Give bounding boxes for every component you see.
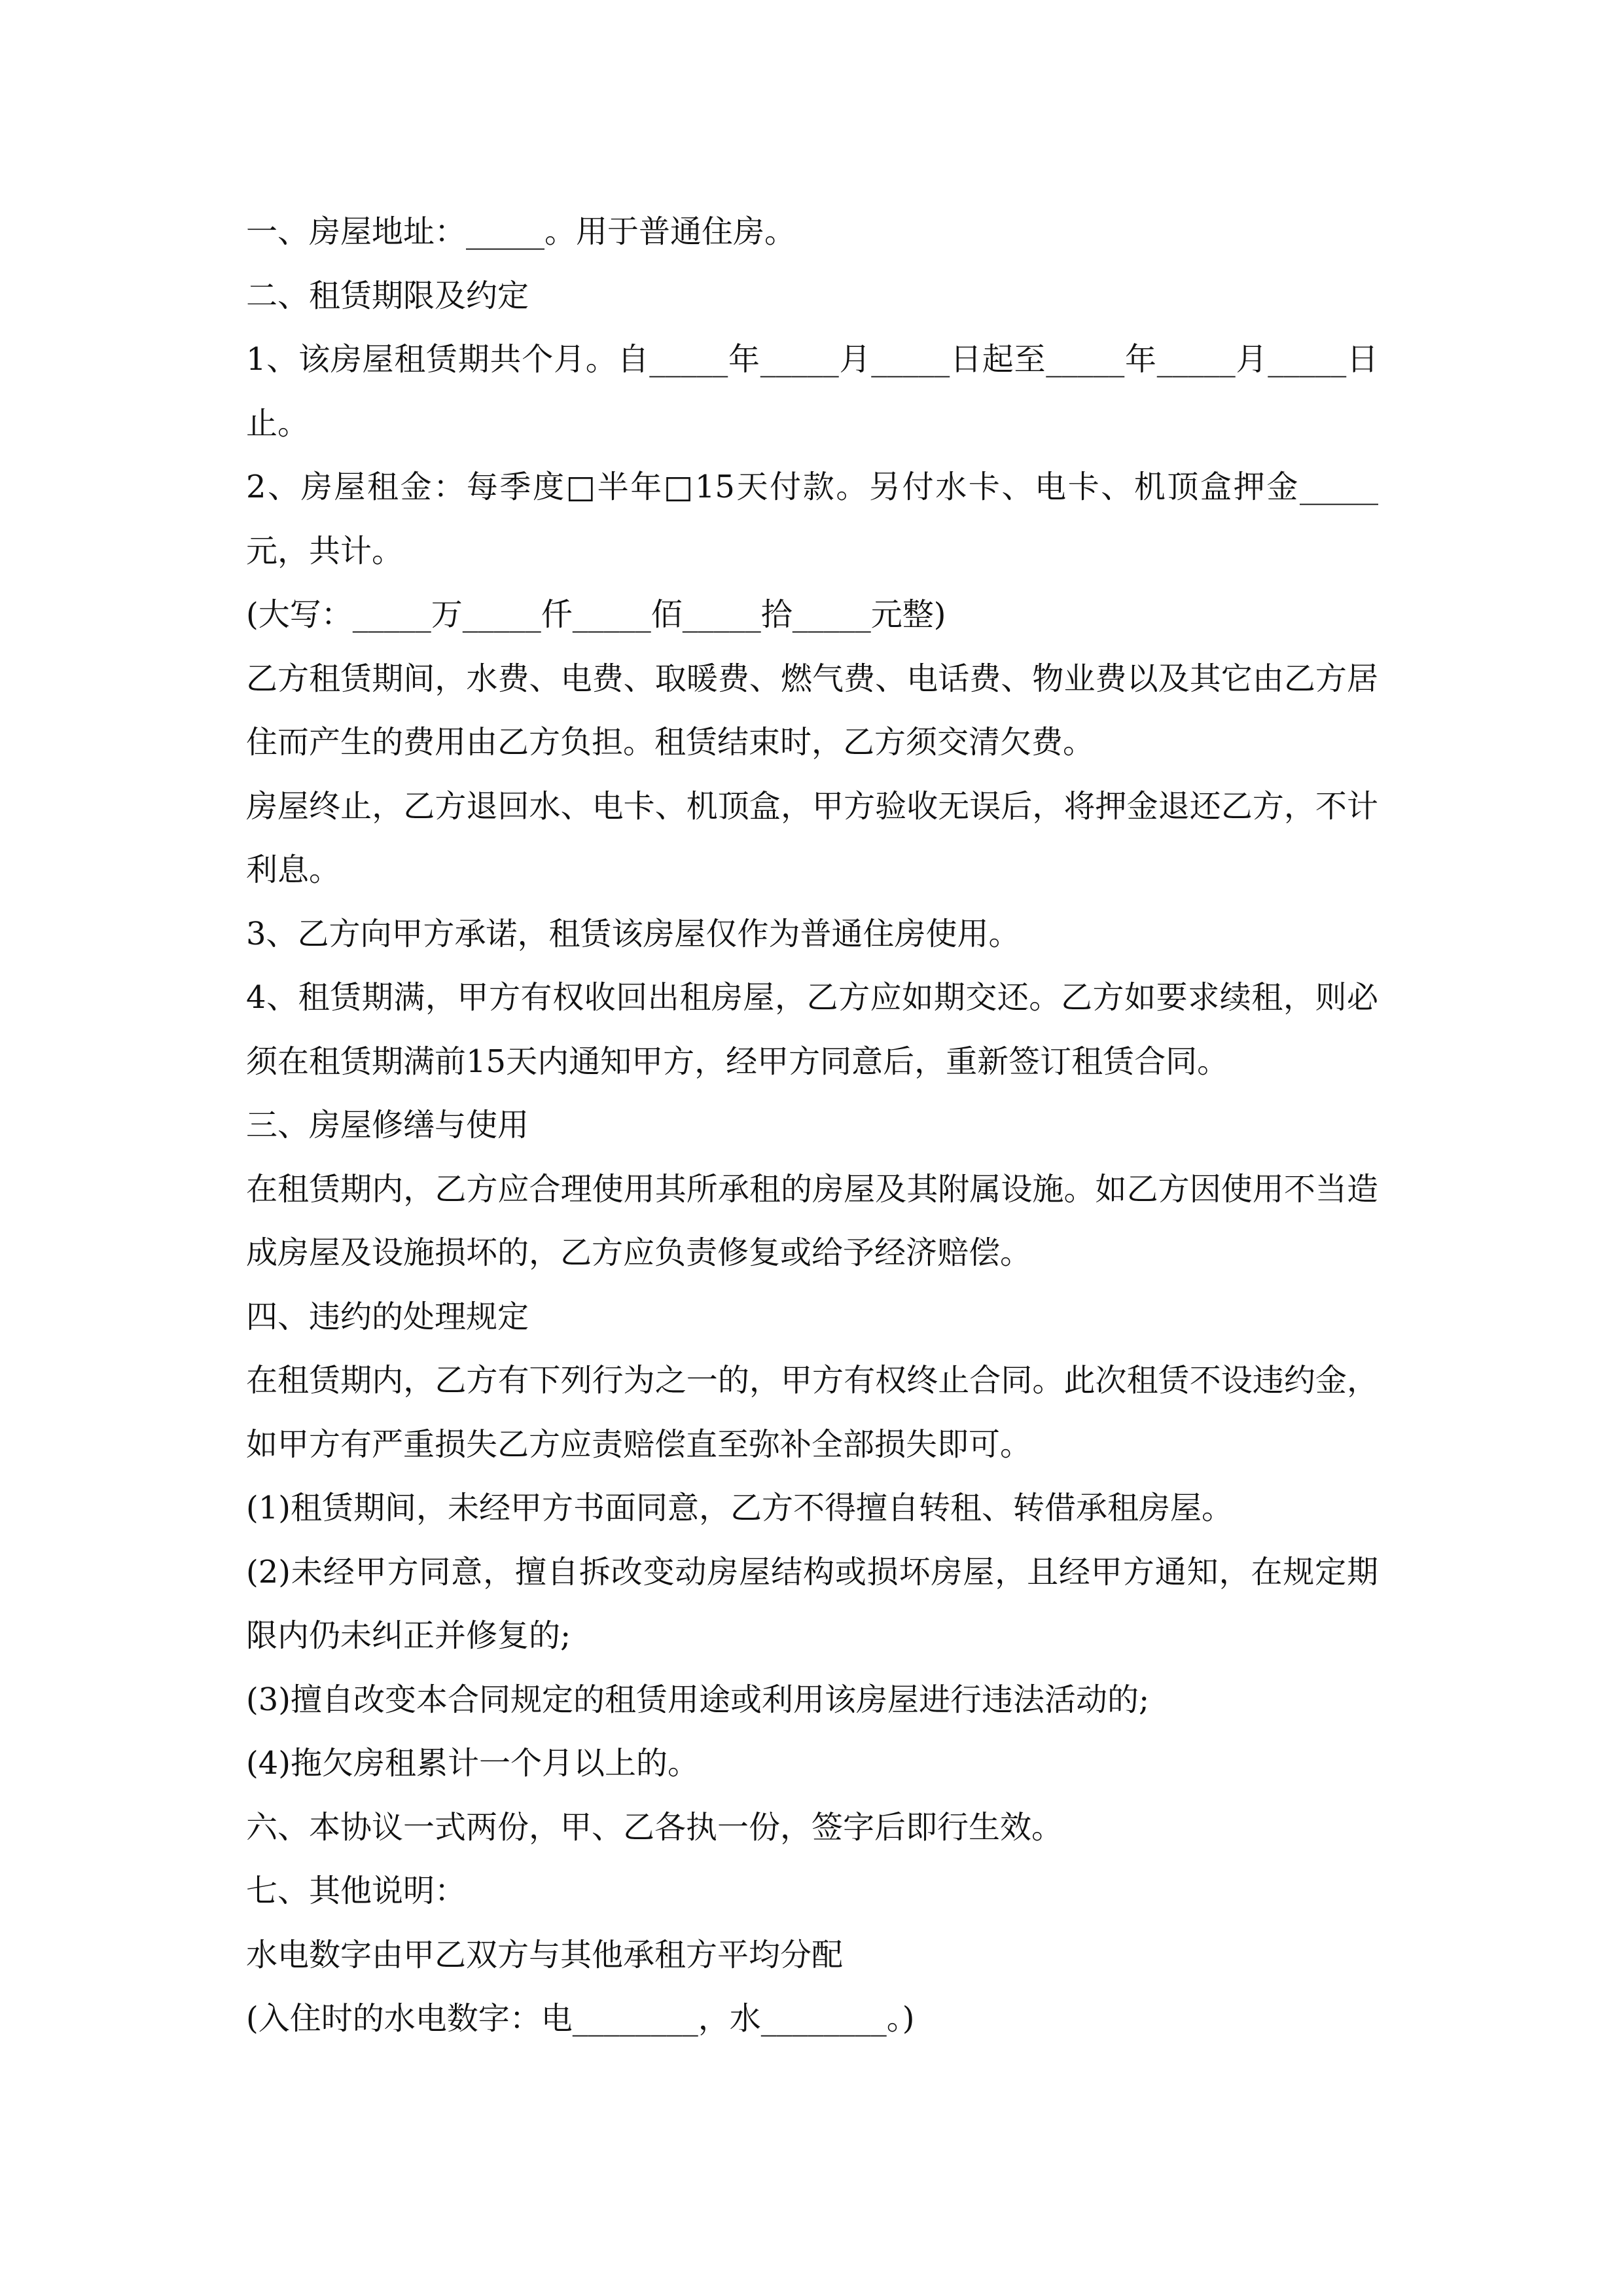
breach-item-3: (3)擅自改变本合同规定的租赁用途或利用该房屋进行违法活动的; <box>246 1681 1150 1718</box>
section-lease-term-heading: 二、租赁期限及约定 <box>246 277 529 314</box>
clause-renewal: 4、租赁期满，甲方有权收回出租房屋，乙方应如期交还。乙方如要求续租，则必须在租赁期满前15天内通知甲方，经甲方同意后，重新签订租赁合同。 <box>246 979 1378 1080</box>
clause-residential-use: 3、乙方向甲方承诺，租赁该房屋仅作为普通住房使用。 <box>246 915 1020 952</box>
clause-rent-capital: (大写：_____万_____仟_____佰_____拾_____元整) <box>246 596 946 633</box>
breach-item-4: (4)拖欠房租累计一个月以上的。 <box>246 1745 699 1782</box>
clause-lease-period: 1、该房屋租赁期共个月。自_____年_____月_____日起至_____年_____月_____日止。 <box>246 341 1378 442</box>
section-copies: 六、本协议一式两份，甲、乙各执一份，签字后即行生效。 <box>246 1808 1063 1846</box>
section-repair-heading: 三、房屋修缮与使用 <box>246 1107 529 1143</box>
clause-repair: 在租赁期内，乙方应合理使用其所承租的房屋及其附属设施。如乙方因使用不当造成房屋及设施损坏的，乙方应负责修复或给予经济赔偿。 <box>246 1170 1378 1271</box>
clause-fees: 乙方租赁期间，水费、电费、取暖费、燃气费、电话费、物业费以及其它由乙方居住而产生的费用由乙方负担。租赁结束时，乙方须交清欠费。 <box>246 660 1378 761</box>
clause-termination: 房屋终止，乙方退回水、电卡、机顶盒，甲方验收无误后，将押金退还乙方，不计利息。 <box>246 787 1378 888</box>
contract-body <box>246 200 1378 2051</box>
clause-breach: 在租赁期内，乙方有下列行为之一的，甲方有权终止合同。此次租赁不设违约金，如甲方有严重损失乙方应责赔偿直至弥补全部损失即可。 <box>246 1362 1378 1463</box>
section-address: 一、房屋地址：_____。用于普通住房。 <box>246 213 796 250</box>
breach-item-2: (2)未经甲方同意，擅自拆改变动房屋结构或损坏房屋，且经甲方通知，在规定期限内仍未纠正并修复的; <box>246 1553 1378 1654</box>
breach-item-1: (1)租赁期间，未经甲方书面同意，乙方不得擅自转租、转借承租房屋。 <box>246 1490 1233 1526</box>
section-other-heading: 七、其他说明： <box>246 1873 467 1909</box>
section-breach-heading: 四、违约的处理规定 <box>246 1298 529 1335</box>
clause-rent: 2、房屋租金：每季度□半年□15天付款。另付水卡、电卡、机顶盒押金_____元，共计。 <box>246 469 1378 569</box>
clause-utilities-split: 水电数字由甲乙双方与其他承租方平均分配 <box>246 1936 844 1973</box>
clause-meter-readings: (入住时的水电数字：电________，水________。) <box>246 2000 915 2037</box>
